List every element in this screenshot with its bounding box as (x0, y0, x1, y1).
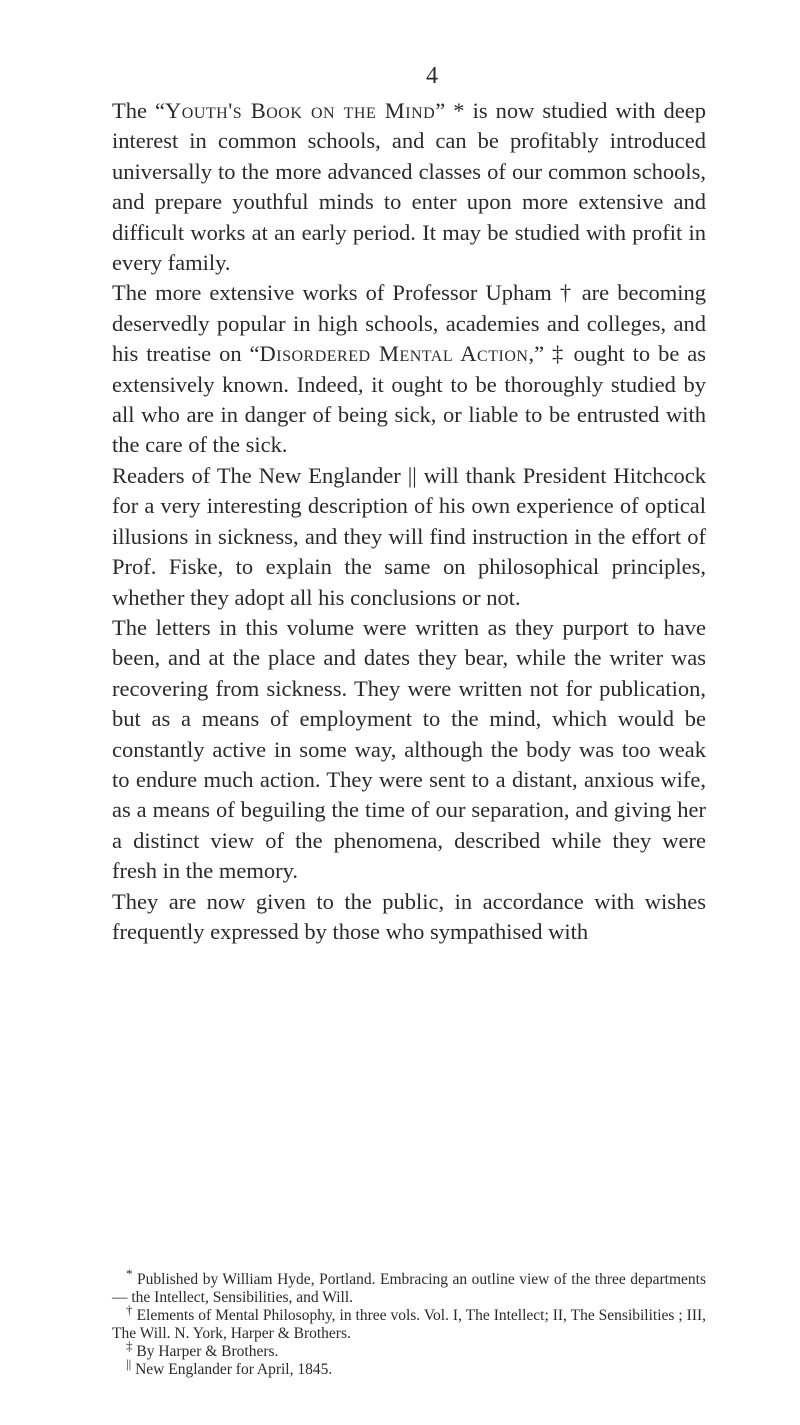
footnote (112, 1301, 707, 1343)
paragraph-4 (112, 613, 706, 887)
footnote-text: New Englander for April, 1845. (135, 1361, 333, 1378)
paragraph-5-text: They are now given to the public, in accordance with wishes frequently expressed by those who sympathised with (112, 888, 706, 944)
paragraph-3 (112, 461, 706, 613)
footnote-mark: † (126, 1301, 133, 1317)
paragraph-2 (112, 278, 706, 460)
book-title-youths-book: Youth's Book on the Mind (165, 98, 436, 123)
footnote-text: By Harper & Brothers. (136, 1343, 279, 1360)
footnotes (112, 1265, 707, 1379)
footnote (112, 1337, 706, 1361)
footnote (112, 1355, 706, 1379)
book-title-disordered-mental-action: Disordered Mental Action (259, 341, 529, 367)
paragraph-2-text: The more extensive works of Professor Upham † are becoming deservedly popular in high schools, academies and colleges, and his treatise on “ (112, 280, 706, 367)
paragraph-5 (112, 887, 706, 948)
paragraph-4-text: The letters in this volume were written as they purport to have been, and at the place and dates they bear, while the writer was recovering from sickness. They were written not for publication, but as a means of employment to the mind, which would be constantly active in some way, although the body was too weak to endure much action. They were sent to a distant, anxious wife, as a means of beguiling the time of our separation, and giving her a distinct view of the phenomena, described while they were fresh in the memory. (112, 614, 706, 884)
paragraph-2-text: ,” ‡ ought to be as extensively known. Indeed, it ought to be thoroughly studied by all who are in danger of being sick, or liable to be entrusted with the care of the sick. (112, 341, 706, 458)
paragraph-1-text: The “ (112, 98, 166, 123)
footnote (112, 1265, 707, 1307)
paragraph-1-text: ” * is now studied with deep interest in common schools, and can be profitably introduced universally to the more advanced classes of our common schools, and prepare youthful minds to enter upon more extensive and difficult works at an early period. It may be studied with profit in every family. (112, 98, 707, 276)
footnote-text: Elements of Mental Philosophy, in three vols. Vol. I, The Intellect; II, The Sensibilities ; III, The Will. N. York, Harper & Brothers. (112, 1307, 707, 1342)
body-text (112, 96, 706, 947)
paragraph-3-text: Readers of The New Englander || will thank President Hitchcock for a very interesting description of his own experience of optical illusions in sickness, and they will find instruction in the effort of Prof. Fiske, to explain the same on philosophical principles, whether they adopt all his conclusions or not. (112, 462, 706, 610)
footnote-text: Published by William Hyde, Portland. Embracing an outline view of the three departments — the Intellect, Sensibilities, and Will. (112, 1271, 707, 1306)
paragraph-1 (112, 96, 706, 278)
page-number: 4 (426, 63, 438, 89)
footnote-mark: || (126, 1355, 132, 1371)
footnote-mark: * (126, 1265, 133, 1281)
footnote-mark: ‡ (126, 1337, 133, 1353)
